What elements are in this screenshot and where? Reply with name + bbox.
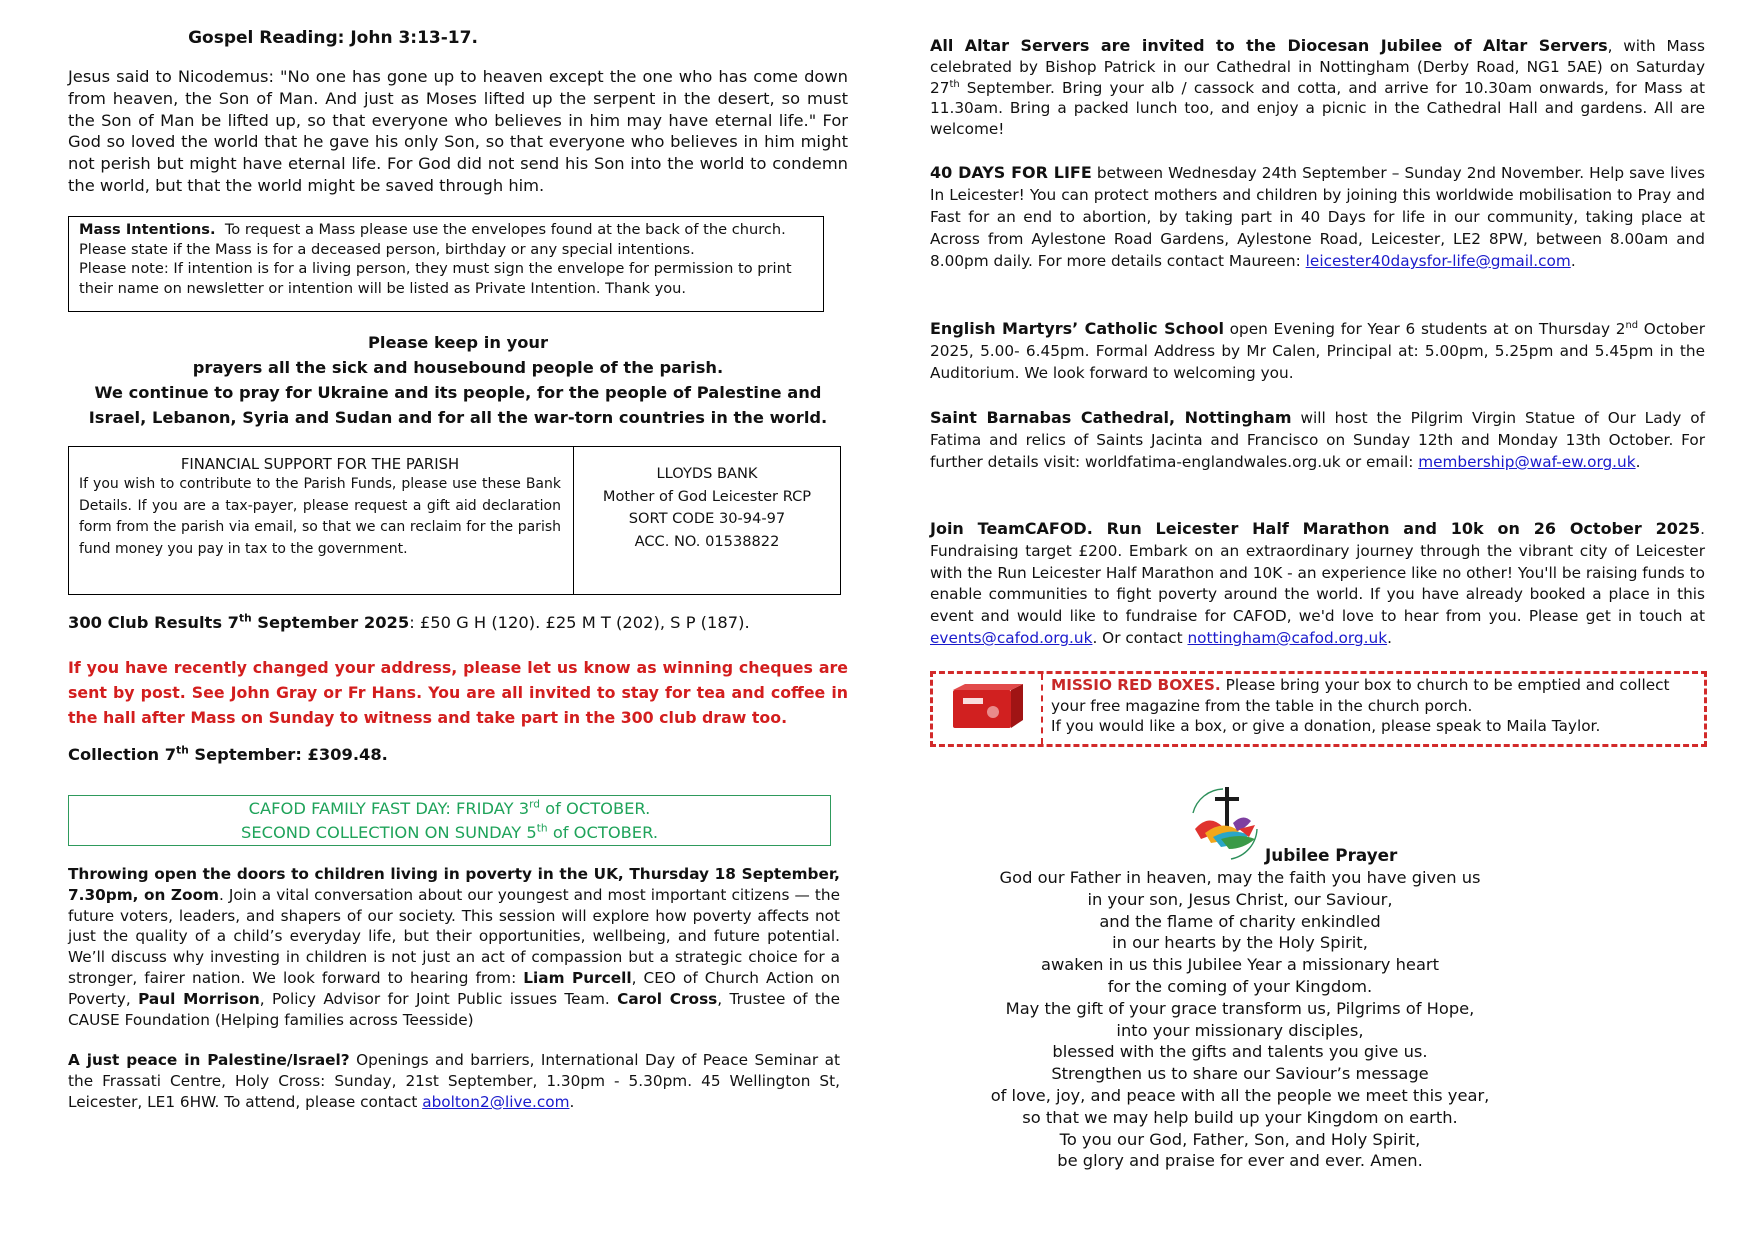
poverty-speaker2-role: , Policy Advisor for Joint Public issues Team. [259,989,618,1008]
jubilee-prayer-line: for the coming of your Kingdom. [1107,976,1373,996]
altar-servers-text-post: September. Bring your alb / cassock and cotta, and arrive for 10.30am onwards, for Mass at 11.30am. Bring a packed lunch too, and enjoy a picnic in the Cathedral Hall and gardens. All are welcome! [930,78,1705,139]
prayers-line3: We continue to pray for Ukraine and its people, for the people of Palestine and [94,383,822,402]
missio-line1 [1051,675,1696,716]
bank-name: LLOYDS BANK [656,465,758,482]
team-cafod-end: . [1387,628,1392,647]
club-label-pre: 300 Club Results 7 [68,613,240,632]
prayers-section [68,330,848,430]
bank-sort-code: SORT CODE 30-94-97 [628,510,786,527]
collection-total [68,745,388,764]
prayers-line2: prayers all the sick and housebound people of the parish. [192,358,724,377]
barnabas-title: Saint Barnabas Cathedral, Nottingham [930,408,1292,427]
collection-post: September: £309.48. [188,745,388,764]
cafod-fast-line1-sup: rd [529,798,540,811]
financial-support-text-cell [69,447,574,594]
red-box-icon [933,674,1041,744]
missio-red-boxes-notice [930,671,1707,747]
missio-line2: If you would like a box, or give a donation, please speak to Maila Taylor. [1051,717,1601,736]
missio-title: MISSIO RED BOXES. [1051,676,1221,694]
club-label-sup: th [239,612,252,625]
club-results-label [68,613,409,632]
prayers-line4: Israel, Lebanon, Syria and Sudan and for all the war-torn countries in the world. [88,408,828,427]
peace-end: . [569,1093,575,1111]
team-cafod-notice [930,518,1705,650]
mass-intentions-line2: Please state if the Mass is for a deceased person, birthday or any special intentions. [79,240,695,258]
poverty-title: Throwing open the doors to children living in poverty in the UK, Thursday 18 September, 7.30pm, on Zoom [68,865,840,904]
team-cafod-email1-link[interactable]: events@cafod.org.uk [930,628,1093,647]
martyrs-sup: nd [1625,319,1639,331]
peace-seminar [68,1050,840,1113]
red-box-image [933,674,1043,744]
prayers-line1: Please keep in your [368,333,548,352]
jubilee-prayer-line: and the flame of charity enkindled [1099,911,1381,931]
barnabas-cathedral-notice [930,407,1705,473]
cafod-fast-line2-post: of OCTOBER. [547,823,658,842]
jubilee-prayer-line: into your missionary disciples, [1116,1020,1364,1040]
missio-text-block [1043,674,1704,744]
jubilee-prayer-line: blessed with the gifts and talents you give us. [1052,1042,1428,1062]
team-cafod-title: Join TeamCAFOD. Run Leicester Half Marathon and 10k on 26 October 2025 [930,519,1701,538]
jubilee-prayer-line: be glory and praise for ever and ever. Amen. [1057,1151,1423,1171]
gospel-title: Gospel Reading: John 3:13-17. [188,28,478,48]
financial-support-box [68,446,841,595]
forty-days-end: . [1570,252,1576,270]
altar-servers-sup: th [949,78,960,90]
bank-account-number: ACC. NO. 01538822 [634,532,780,550]
peace-title: A just peace in Palestine/Israel? [68,1051,350,1069]
forty-days-text: between Wednesday 24th September – Sunday 2nd November. Help save lives In Leicester! You can protect mothers and children by joining this worldwide mobilisation to Pray and Fast for an end to abortion, by taking part in 40 Days for life in our community, taking place at Across from Aylestone Road Gardens, Aylestone Road, Leicester, LE2 8PW, between 8.00am and 8.00pm daily. For more details contact Maureen: [930,164,1705,270]
jubilee-prayer-line: May the gift of your grace transform us, Pilgrims of Hope, [1005,998,1475,1018]
poverty-event [68,864,840,1030]
altar-servers-title: All Altar Servers are invited to the Diocesan Jubilee of Altar Servers [930,36,1608,55]
mass-intentions-box [68,216,824,312]
martyrs-text-pre: open Evening for Year 6 students at on Thursday 2 [1223,320,1626,338]
martyrs-text-post: October 2025, 5.00- 6.45pm. Formal Address by Mr Calen, Principal at: 5.00pm, 5.25pm and 5.45pm in the Auditorium. We look forward to welcoming you. [930,320,1705,382]
collection-pre: Collection 7 [68,745,177,764]
team-cafod-mid: . Or contact [1092,628,1188,647]
forty-days-email-link[interactable]: leicester40daysfor-life@gmail.com [1305,252,1571,270]
jubilee-prayer-line: awaken in us this Jubilee Year a missionary heart [1040,955,1440,975]
gospel-text: Jesus said to Nicodemus: "No one has gone up to heaven except the one who has come down from heaven, the Son of Man. And just as Moses lifted up the serpent in the desert, so must the Son of Man be lifted up, so that everyone who believes in him may have eternal life." For God so loved the world that he gave his only Son, so that everyone who believes in him might not perish but might have eternal life. For God did not send his Son into the world to condemn the world, but that the world might be saved through him. [68,67,848,195]
bank-details-cell [574,447,840,594]
club-label-post: September 2025 [251,613,410,632]
cafod-fast-line2-sup: th [536,822,548,835]
club-results-values: : £50 G H (120). £25 M T (202), S P (187). [409,613,750,632]
forty-days-title: 40 DAYS FOR LIFE [930,163,1092,182]
bank-account-name: Mother of God Leicester RCP [602,487,812,505]
martyrs-title: English Martyrs’ Catholic School [930,319,1224,338]
mass-intentions-line1 [79,220,813,240]
altar-servers-notice [930,36,1705,140]
martyrs-school-notice [930,318,1705,384]
cafod-fast-line1-pre: CAFOD FAMILY FAST DAY: FRIDAY 3 [248,799,530,818]
cafod-fast-day-box [68,795,831,846]
collection-sup: th [176,744,189,757]
pilgrims-of-hope-logo [1183,783,1267,865]
barnabas-text: will host the Pilgrim Virgin Statue of Our Lady of Fatima and relics of Saints Jacinta and Francisco on Sunday 12th and Monday 13th October. For further details visit: worldfatima-englandwales.org.uk or email: [930,409,1705,471]
missio-text1: Please bring your box to church to be emptied and collect your free magazine from the table in the church porch. [1051,676,1670,715]
mass-intentions-title: Mass Intentions. [79,221,216,238]
poverty-speaker2: Paul Morrison [138,989,260,1008]
financial-support-text: If you wish to contribute to the Parish Funds, please use these Bank Details. If you are a tax-payer, please request a gift aid declaration form from the parish via email, so that we can reclaim for the parish fund money you pay in tax to the government. [79,476,561,557]
jubilee-prayer-line: in our hearts by the Holy Spirit, [1112,933,1368,953]
peace-email-link[interactable]: abolton2@live.com [422,1093,570,1111]
jubilee-prayer-text [930,867,1550,1172]
jubilee-prayer-line: so that we may help build up your Kingdom on earth. [1022,1107,1458,1127]
mass-intentions-line3: Please note: If intention is for a living person, they must sign the envelope for permission to print their name on newsletter or intention will be listed as Private Intention. Thank you. [79,260,792,297]
cafod-fast-line2 [69,821,830,845]
cafod-fast-line1-post: of OCTOBER. [539,799,651,818]
altar-servers-text-pre: , with Mass celebrated by Bishop Patrick in our Cathedral in Nottingham (Derby Road, NG1 5AE) on Saturday 27 [930,37,1705,97]
poverty-speaker1-role: , CEO of Church Action on Poverty, [68,968,840,1008]
poverty-speaker1: Liam Purcell [523,968,632,987]
address-change-notice: If you have recently changed your address, please let us know as winning cheques are sent by post. See John Gray or Fr Hans. You are all invited to stay for tea and coffee in the hall after Mass on Sunday to witness and take part in the 300 club draw too. [68,658,848,727]
barnabas-end: . [1635,453,1641,471]
jubilee-prayer-line: of love, joy, and peace with all the people we meet this year, [990,1085,1490,1105]
team-cafod-text: . Fundraising target £200. Embark on an extraordinary journey through the vibrant city of Leicester with the Run Leicester Half Marathon and 10K - an experience like no other! You'll be raising funds to enable communities to fight poverty around the world. If you have already booked a place in this event and would like to fundraise for CAFOD, we'd love to hear from you. Please get in touch at [930,520,1705,626]
cafod-fast-line1 [69,797,830,821]
mass-intentions-text1: To request a Mass please use the envelopes found at the back of the church. [224,221,786,238]
jubilee-prayer-line: To you our God, Father, Son, and Holy Spirit, [1059,1129,1421,1149]
team-cafod-email2-link[interactable]: nottingham@cafod.org.uk [1187,628,1388,647]
forty-days-notice [930,162,1705,272]
poverty-text: . Join a vital conversation about our youngest and most important citizens — the future voters, leaders, and shapers of our society. This session will explore how poverty affects not just the quality of a child’s everyday life, but their opportunities, wellbeing, and future potential. We’ll discuss why investing in children is not just an act of compassion but a strategic choice for a stronger, fairer nation. We look forward to hearing from: [68,885,840,987]
jubilee-prayer-line: Strengthen us to share our Saviour’s message [1051,1064,1429,1084]
financial-support-title: FINANCIAL SUPPORT FOR THE PARISH [180,456,460,473]
jubilee-prayer-title: Jubilee Prayer [1265,845,1398,865]
club-results [68,613,750,632]
peace-text: Openings and barriers, International Day of Peace Seminar at the Frassati Centre, Holy Cross: Sunday, 21st September, 1.30pm - 5.30pm. 45 Wellington St, Leicester, LE1 6HW. To attend, please contact [68,1051,840,1111]
jubilee-prayer-line: God our Father in heaven, may the faith you have given us [999,868,1481,887]
barnabas-email-link[interactable]: membership@waf-ew.org.uk [1418,453,1636,471]
jubilee-prayer-line: in your son, Jesus Christ, our Saviour, [1087,889,1393,909]
cafod-fast-line2-pre: SECOND COLLECTION ON SUNDAY 5 [240,823,537,842]
poverty-speaker3: Carol Cross [617,989,718,1008]
poverty-speaker3-role: , Trustee of the CAUSE Foundation (Helping families across Teesside) [68,989,840,1029]
